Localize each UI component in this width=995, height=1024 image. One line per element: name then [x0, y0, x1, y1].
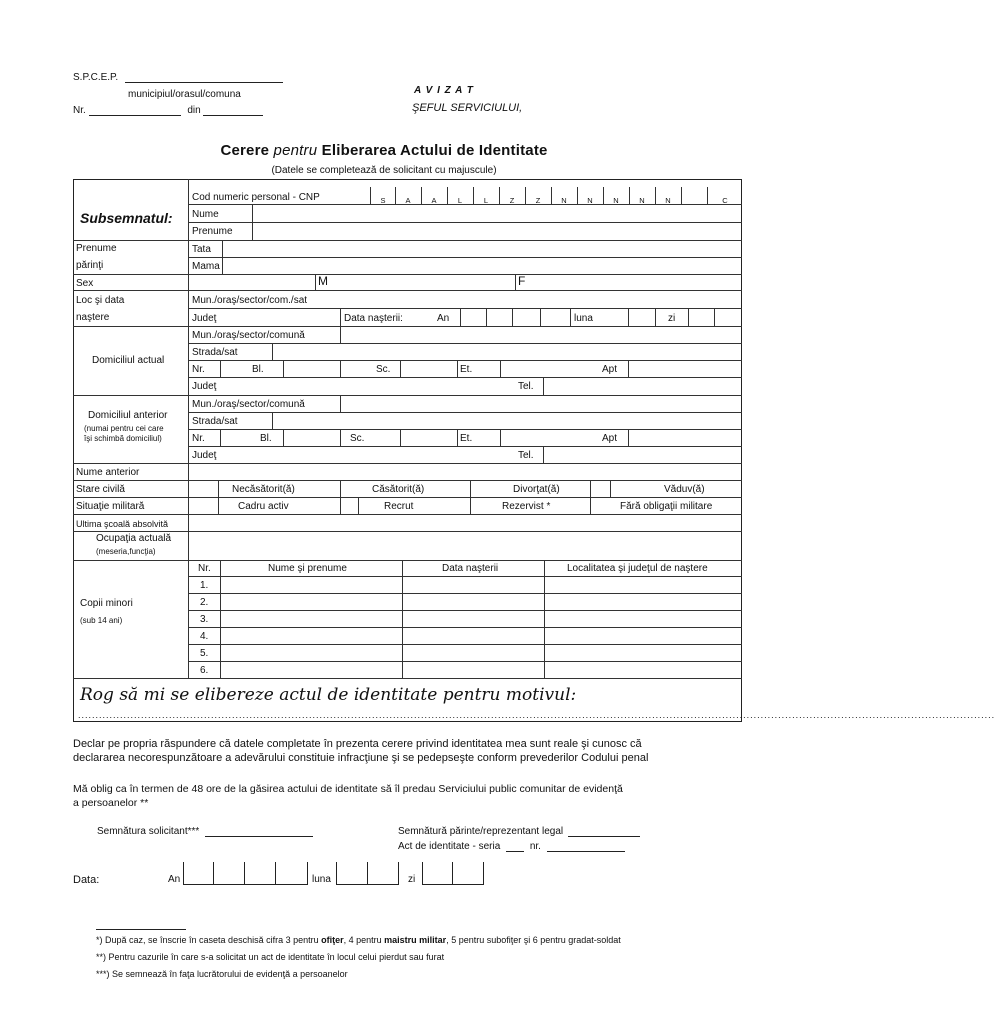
judet-label: Judeţ [192, 381, 217, 392]
sex-m-option[interactable]: M [318, 274, 328, 288]
nastere-label: naştere [76, 312, 110, 323]
domiciliul-anterior-note2: îşi schimbă domiciliul) [84, 434, 162, 443]
footnote-1 [96, 935, 621, 945]
nr-label: Nr. [73, 105, 86, 116]
bl-label: Bl. [252, 364, 264, 375]
copii-minori-label: Copii minori [80, 598, 133, 609]
judet-label: Judeţ [192, 450, 217, 461]
domiciliul-actual-label: Domiciliul actual [92, 355, 165, 366]
cnp-letter: N [587, 196, 593, 205]
stare-civila-label: Stare civilă [76, 484, 125, 495]
tel-label: Tel. [518, 450, 534, 461]
cnp-label: Cod numeric personal - CNP [192, 192, 320, 203]
divortat-option[interactable]: Divorţat(ă) [513, 484, 560, 495]
semnatura-solicitant [97, 825, 313, 837]
tata-label: Tata [192, 244, 211, 255]
oblig-line2: a persoanelor ** [73, 797, 149, 809]
act-identitate-label: Act de identitate - seria [398, 841, 501, 852]
vaduv-option[interactable]: Văduv(ă) [664, 484, 705, 495]
copii-row-number: 1. [200, 580, 209, 591]
mun-oras-sat-label: Mun./oraş/sector/com./sat [192, 295, 308, 306]
footnote-2: **) Pentru cazurile în care s-a solicitat un act de identitate în locul celui pierdut sau furat [96, 952, 445, 962]
cnp-letter: A [431, 196, 437, 205]
sc-label: Sc. [376, 364, 391, 375]
spcep-label: S.P.C.E.P. [73, 72, 119, 83]
act-seria-field[interactable] [506, 840, 524, 852]
data-label: Data: [73, 874, 100, 886]
semnatura-parinte-field[interactable] [568, 825, 640, 837]
copii-row-number: 3. [200, 614, 209, 625]
tel-label: Tel. [518, 381, 534, 392]
cnp-letter: N [665, 196, 671, 205]
cadru-activ-option[interactable]: Cadru activ [238, 501, 289, 512]
copii-row-number: 6. [200, 665, 209, 676]
data-luna-label: luna [312, 874, 331, 885]
sex-f-option[interactable]: F [518, 274, 526, 288]
sex-label: Sex [76, 278, 94, 289]
din-label: din [187, 105, 201, 116]
prenume-parinti-label: Prenume [76, 243, 117, 254]
oblig-line1: Mă oblig ca în termen de 48 ore de la găsirea actului de identitate să îl predau Serviciului public comunitar de evidenţă [73, 783, 623, 795]
ocupatia-label: Ocupaţia actuală [96, 533, 172, 544]
cnp-letter: C [722, 196, 728, 205]
nr-din-line [73, 104, 263, 116]
municipiu-label: municipiul/orasul/comuna [128, 89, 241, 100]
title-part1: Cerere [220, 142, 270, 159]
cnp-letter: S [380, 196, 386, 205]
cnp-letter: Z [509, 196, 515, 205]
data-zi-box[interactable] [422, 862, 453, 885]
cnp-letter: N [639, 196, 645, 205]
footnote-1-maistru: maistru militar [384, 935, 447, 945]
copii-row-number: 2. [200, 597, 209, 608]
domiciliul-anterior-note: (numai pentru cei care [84, 424, 164, 433]
strada-sat-label: Strada/sat [192, 416, 238, 427]
et-label: Et. [460, 364, 473, 375]
casatorit-option[interactable]: Căsătorit(ă) [372, 484, 425, 495]
mama-label: Mama [192, 261, 220, 272]
et-label: Et. [460, 433, 473, 444]
spcep-line [73, 71, 283, 83]
nr-label: Nr. [192, 364, 205, 375]
data-zi-box[interactable] [452, 862, 484, 885]
spcep-field[interactable] [125, 71, 283, 83]
motiv-label: Rog să mi se elibereze actul de identitate pentru motivul: [80, 685, 577, 705]
apt-label: Apt [602, 433, 618, 444]
judet-label: Judeţ [192, 313, 217, 324]
data-zi-label: zi [408, 874, 416, 885]
apt-label: Apt [602, 364, 618, 375]
nr-field[interactable] [89, 104, 181, 116]
form-frame [73, 179, 995, 722]
page-title [0, 142, 768, 159]
bl-label: Bl. [260, 433, 272, 444]
footnote-1-ofiter: ofiţer [321, 935, 344, 945]
semnatura-solicitant-label: Semnătura solicitant*** [97, 826, 200, 837]
title-part3: Eliberarea Actului de Identitate [321, 142, 548, 159]
motiv-field[interactable]: ...................................................................................................................................................................................................................................................................... [78, 710, 995, 720]
mun-oras-comuna-label: Mun./oraş/sector/comună [192, 399, 305, 410]
copii-nume-header: Nume şi prenume [268, 563, 347, 574]
situatie-militara-label: Situaţie militară [76, 501, 145, 512]
zi-label: zi [668, 313, 676, 324]
sub-14-label: (sub 14 ani) [80, 616, 123, 625]
declaratie-line2: declararea necorespunzătoare a adevărului constituie infracţiune şi se pedepseşte conform prevederilor Codului penal [73, 752, 649, 764]
data-luna-box[interactable] [367, 862, 399, 885]
data-an-label: An [168, 874, 181, 885]
recrut-option[interactable]: Recrut [384, 501, 414, 512]
nume-anterior-label: Nume anterior [76, 467, 140, 478]
copii-row-number: 5. [200, 648, 209, 659]
subsemnatul-label: Subsemnatul: [80, 210, 173, 226]
title-part2: pentru [273, 142, 318, 159]
act-identitate-line [398, 840, 625, 852]
act-nr-label: nr. [529, 841, 541, 852]
data-an-box[interactable] [183, 862, 214, 885]
data-an-box[interactable] [213, 862, 245, 885]
semnatura-parinte [398, 825, 640, 837]
rezervist-option[interactable]: Rezervist * [502, 501, 551, 512]
semnatura-solicitant-field[interactable] [205, 825, 313, 837]
data-an-box[interactable] [275, 862, 308, 885]
cnp-letter: N [613, 196, 619, 205]
data-luna-box[interactable] [336, 862, 368, 885]
nume-label: Nume [192, 209, 219, 220]
fara-obligatii-option[interactable]: Fără obligaţii militare [620, 501, 713, 512]
sc-label: Sc. [350, 433, 365, 444]
parinti-label: părinţi [76, 260, 104, 271]
ultima-scoala-label: Ultima şcoală absolvită [76, 519, 169, 529]
footnote-1-c: , 4 pentru [343, 935, 385, 945]
strada-sat-label: Strada/sat [192, 347, 238, 358]
page-subtitle: (Datele se completează de solicitant cu majuscule) [271, 165, 497, 176]
semnatura-parinte-label: Semnătură părinte/reprezentant legal [398, 826, 564, 837]
luna-label: luna [574, 313, 593, 324]
footnote-divider [96, 929, 186, 930]
sef-serviciu-label: ŞEFUL SERVICIULUI, [412, 102, 523, 114]
cnp-letter: A [405, 196, 411, 205]
copii-localitate-header: Localitatea şi judeţul de naştere [567, 563, 708, 574]
din-field[interactable] [203, 104, 263, 116]
loc-data-label: Loc şi data [76, 295, 125, 306]
cnp-letter: Z [535, 196, 541, 205]
domiciliul-anterior-label: Domiciliul anterior [88, 410, 168, 421]
footnote-1-e: , 5 pentru subofiţer şi 6 pentru gradat-soldat [446, 935, 621, 945]
copii-data-header: Data naşterii [442, 563, 499, 574]
act-nr-field[interactable] [547, 840, 625, 852]
prenume-label: Prenume [192, 226, 233, 237]
cnp-letter: N [561, 196, 567, 205]
ocupatia-note: (meseria,funcţia) [96, 547, 156, 556]
data-an-box[interactable] [244, 862, 276, 885]
copii-row-number: 4. [200, 631, 209, 642]
cnp-letter: L [457, 196, 463, 205]
footnote-3: ***) Se semnează în faţa lucrătorului de evidenţă a persoanelor [96, 969, 348, 979]
copii-nr-header: Nr. [198, 563, 211, 574]
an-label: An [437, 313, 450, 324]
cnp-letter: L [483, 196, 489, 205]
data-nasterii-label: Data naşterii: [344, 313, 403, 324]
footnote-1-a: *) După caz, se înscrie în caseta deschisă cifra 3 pentru [96, 935, 322, 945]
mun-oras-comuna-label: Mun./oraş/sector/comună [192, 330, 305, 341]
avizat-label: A V I Z A T [414, 85, 474, 96]
declaratie-line1: Declar pe propria răspundere că datele completate în prezenta cerere privind identitatea mea sunt reale şi cunosc că [73, 738, 642, 750]
nr-label: Nr. [192, 433, 205, 444]
necasatorit-option[interactable]: Necăsătorit(ă) [232, 484, 295, 495]
